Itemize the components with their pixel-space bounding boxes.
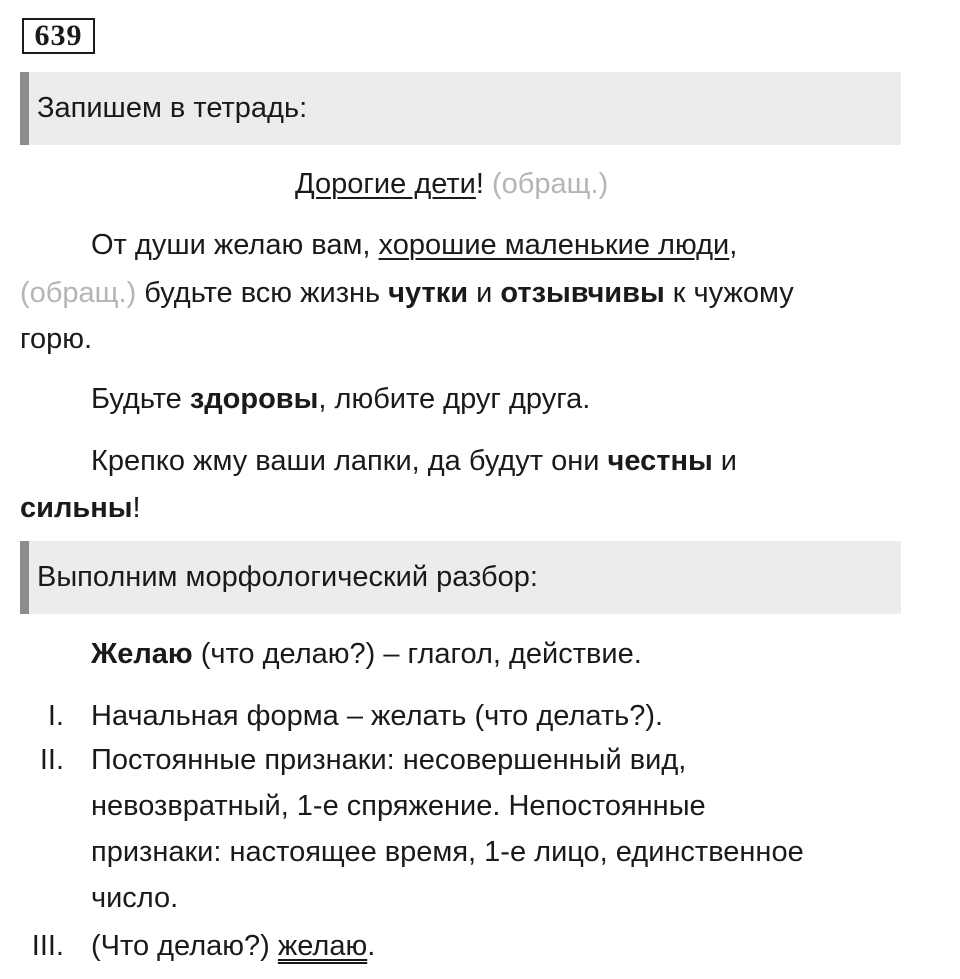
text-fragment: , любите друг друга.	[318, 383, 591, 415]
list-item-text: число.	[91, 882, 179, 914]
bold-word: чутки	[388, 277, 469, 309]
task-number: 639	[22, 18, 95, 54]
bold-word: честны	[607, 445, 713, 477]
letter-paragraph-2	[91, 381, 590, 417]
greeting-note: (обращ.)	[492, 168, 609, 200]
list-item-text	[91, 928, 375, 964]
section-header-parse	[20, 541, 901, 614]
text-fragment: Будьте	[91, 383, 190, 415]
text-fragment: и	[468, 277, 501, 309]
analyzed-word: Желаю	[91, 638, 193, 670]
greeting-address: Дорогие дети	[295, 168, 476, 200]
bold-word: здоровы	[189, 383, 319, 415]
section-title: Запишем в тетрадь:	[37, 92, 308, 124]
text-fragment: (что делаю?) – глагол, действие.	[192, 638, 642, 670]
address-phrase: хорошие маленькие люди	[378, 229, 730, 261]
letter-paragraph-3-line-2	[20, 490, 141, 526]
letter-paragraph-1-line-2	[20, 275, 794, 311]
letter-paragraph-1-line-3	[20, 321, 92, 357]
text-fragment: будьте всю жизнь	[136, 277, 389, 309]
analysis-intro	[91, 636, 642, 672]
text-fragment: и	[712, 445, 738, 477]
letter-paragraph-1-line-1	[91, 227, 737, 263]
text-fragment: !	[132, 492, 141, 524]
text-fragment: (Что делаю?)	[91, 930, 278, 962]
list-item-text: Постоянные признаки: несовершенный вид,	[91, 744, 687, 776]
text-fragment: ,	[729, 229, 738, 261]
bold-word: сильны	[20, 492, 133, 524]
section-header-write	[20, 72, 901, 145]
list-numeral: III.	[31, 930, 64, 962]
list-numeral: I.	[47, 700, 64, 732]
list-item-text: признаки: настоящее время, 1-е лицо, единственное	[91, 836, 804, 868]
text-fragment: От души желаю вам,	[91, 229, 379, 261]
section-title: Выполним морфологический разбор:	[37, 561, 538, 593]
address-note: (обращ.)	[20, 277, 137, 309]
text-fragment: горю.	[20, 323, 93, 355]
letter-greeting	[295, 166, 608, 202]
letter-paragraph-3-line-1	[91, 443, 737, 479]
list-numeral: II.	[39, 744, 64, 776]
list-item-text: Начальная форма – желать (что делать?).	[91, 700, 664, 732]
text-fragment: к чужому	[664, 277, 794, 309]
predicate-underlined: желаю	[277, 930, 368, 962]
greeting-punct: !	[475, 168, 484, 200]
text-fragment: Крепко жму ваши лапки, да будут они	[91, 445, 608, 477]
bold-word: отзывчивы	[500, 277, 665, 309]
text-fragment: .	[367, 930, 376, 962]
list-item-text: невозвратный, 1-е спряжение. Непостоянные	[91, 790, 706, 822]
